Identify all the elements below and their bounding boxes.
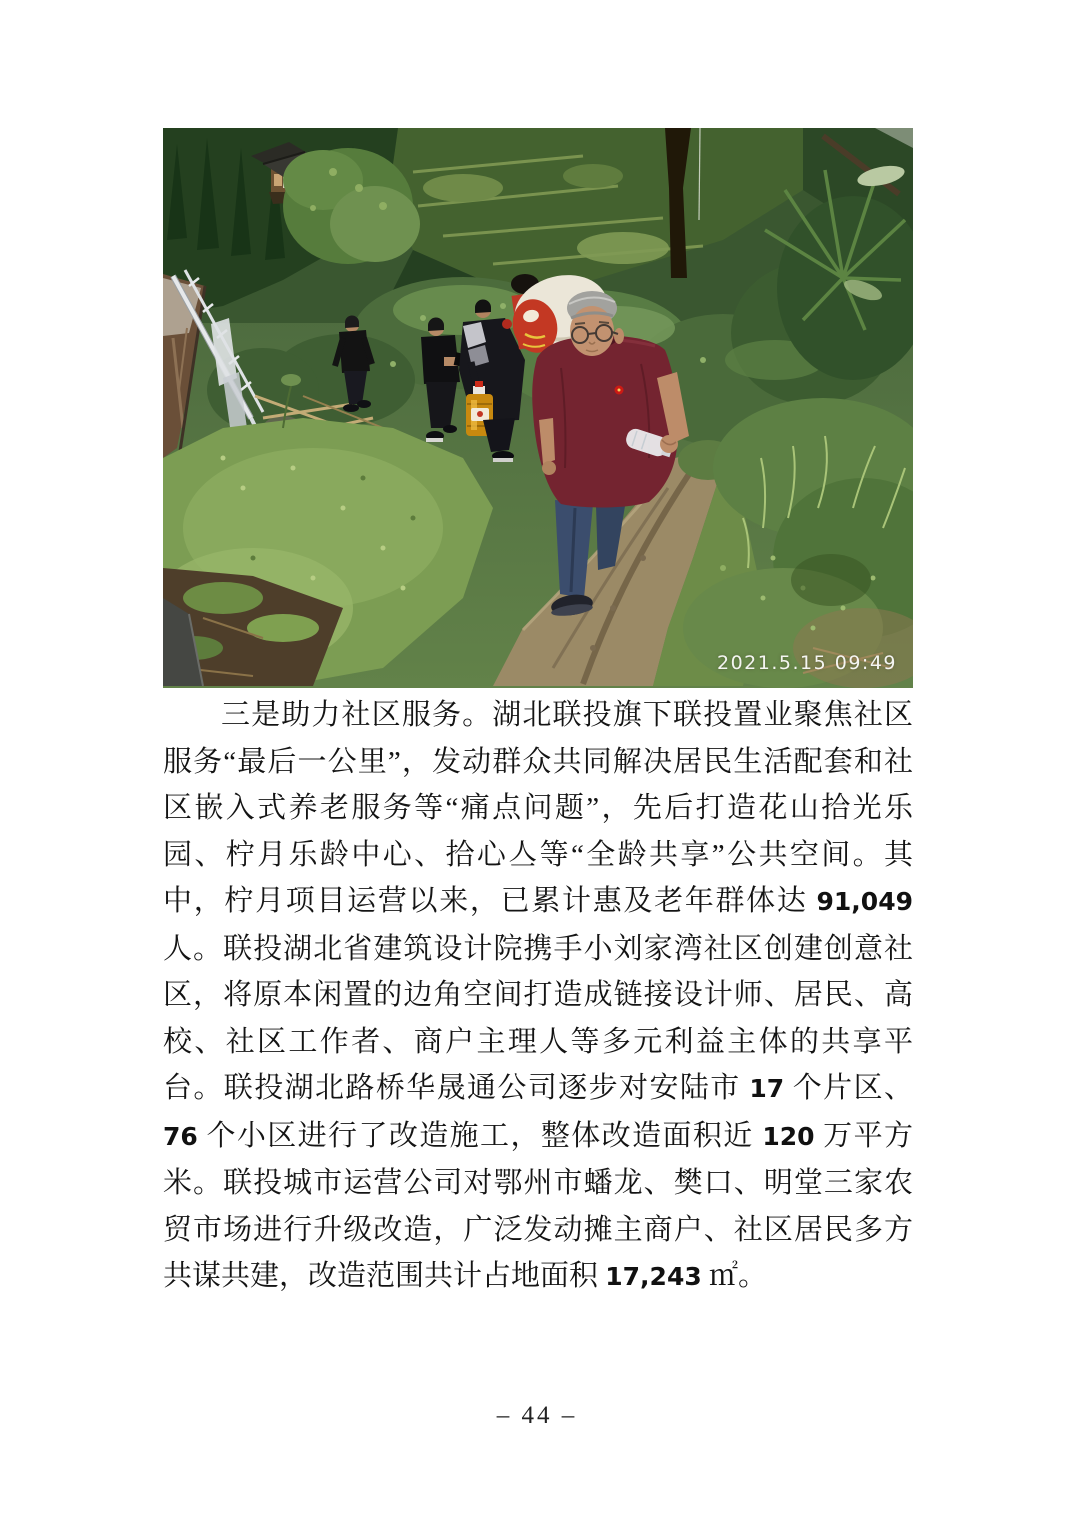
numeric-text: 17,243 [605,1262,702,1291]
chinese-text: 个小区进行了改造施工，整体改造面积近 [197,1119,763,1152]
numeric-text: 76 [163,1121,198,1151]
chinese-text: 人。联投湖北省建筑设计院携手小刘家湾社区创建创意社区，将原本闲置的边角空间打造成链接设计师、居民、高校、社区工作者、商户主理人等多元利益主体的共享平台。联投湖北路桥华晟通公司逐步对安陆市 [163,932,913,1104]
numeric-text: 91,049 [816,887,913,916]
chinese-text: 个片区、 [784,1072,913,1104]
chinese-text: ㎡。 [701,1260,768,1292]
photo-community-service-delivery [163,128,913,688]
photo-illustration [163,128,913,688]
chinese-text: 万平方米。联投城市运营公司对鄂州市蟠龙、樊口、明堂三家农贸市场进行升级改造，广泛发动摊主商户、社区居民多方共谋共建，改造范围共计占地面积 [163,1119,913,1292]
numeric-text: 17 [749,1074,785,1103]
body-paragraph [163,692,913,1301]
numeric-text: 120 [762,1121,815,1151]
photo-timestamp: 2021.5.15 09:49 [717,652,897,674]
page-number: – 44 – [496,1402,578,1429]
chinese-text: 三是助力社区服务。湖北联投旗下联投置业聚焦社区服务“最后一公里”，发动群众共同解决居民生活配套和社区嵌入式养老服务等“痛点问题”，先后打造花山拾光乐园、柠月乐龄中心、拾心亼等“全龄共享”公共空间。其中，柠月项目运营以来，已累计惠及老年群体达 [163,699,913,917]
